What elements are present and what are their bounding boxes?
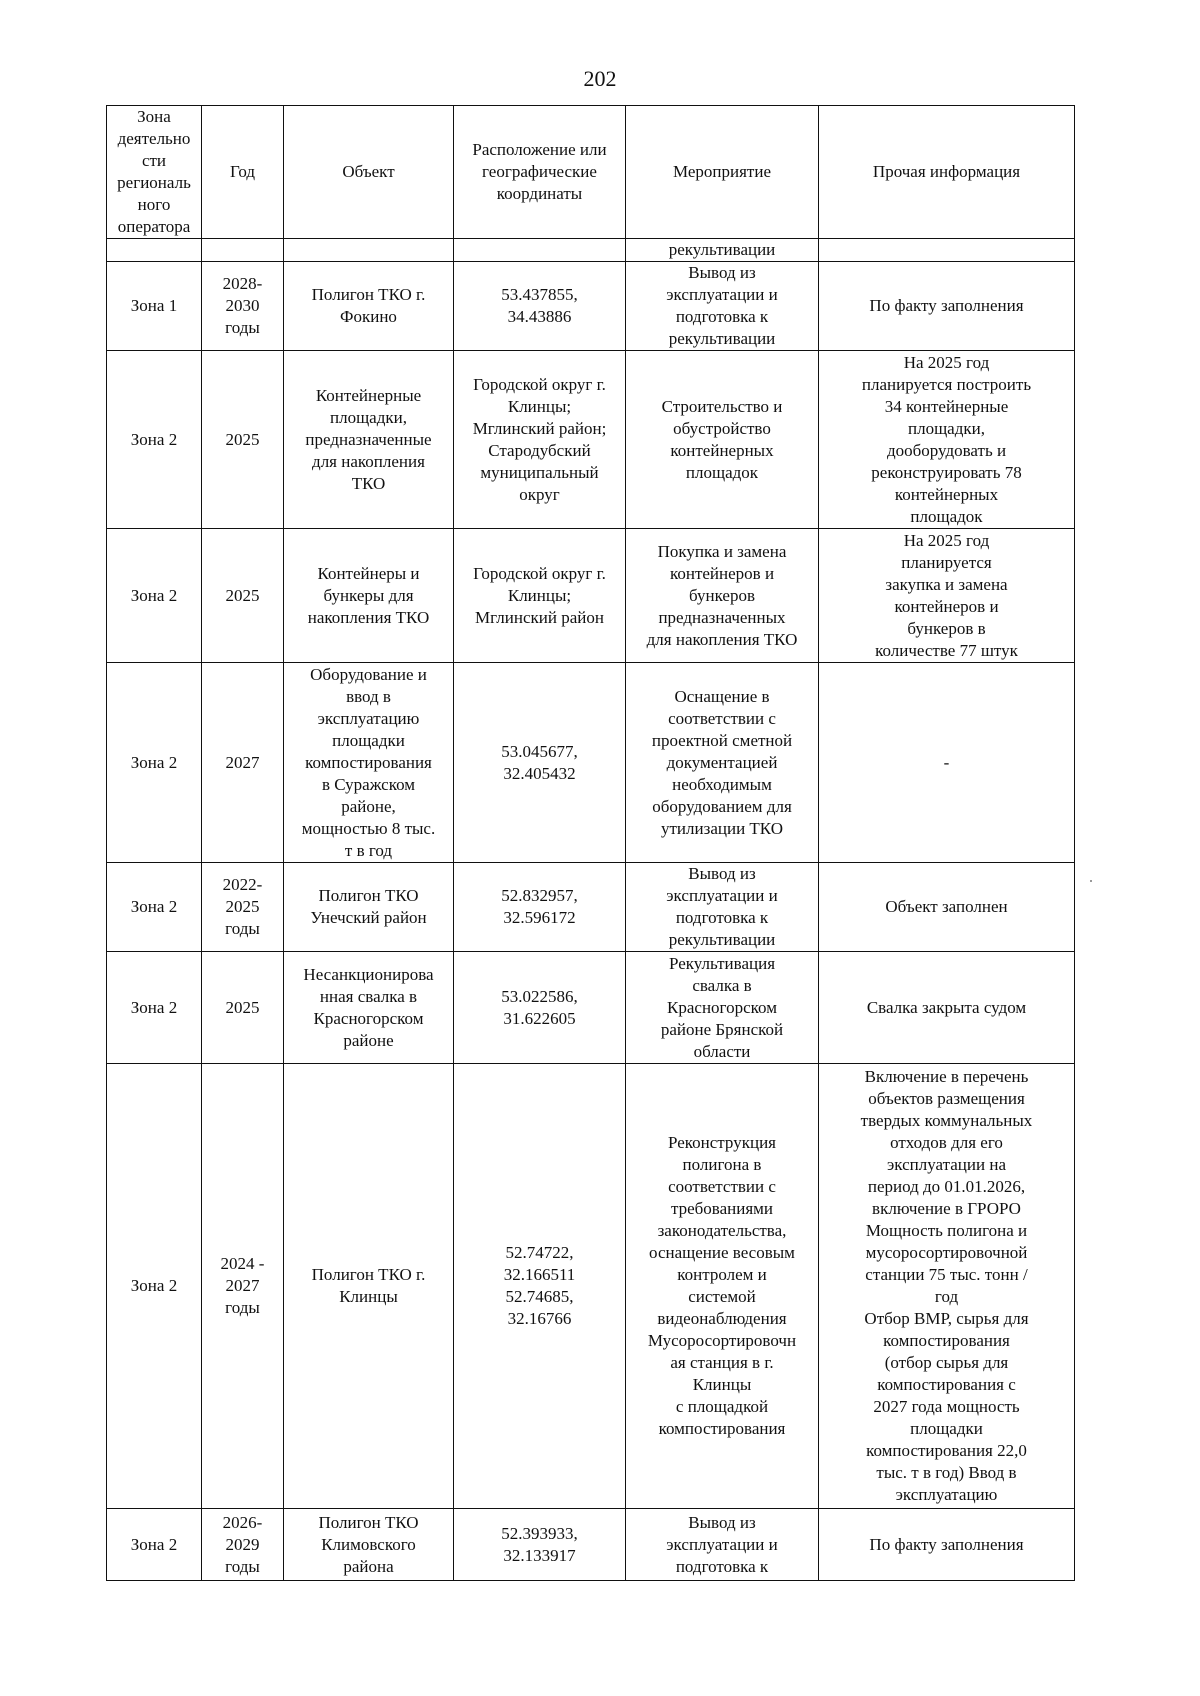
cell-object: Полигон ТКО г. Клинцы: [284, 1064, 454, 1509]
table-row: [107, 663, 1075, 863]
header-measure: Мероприятие: [626, 106, 819, 239]
cell-measure: рекультивации: [626, 239, 819, 262]
header-year: Год: [202, 106, 284, 239]
page-number: 202: [583, 66, 617, 91]
table-row: [107, 1509, 1075, 1581]
table-row: [107, 529, 1075, 663]
cell-year: 2027: [202, 663, 284, 863]
cell-measure: Вывод из эксплуатации и подготовка к рекультивации: [626, 863, 819, 952]
cell-location: 53.437855, 34.43886: [454, 262, 626, 351]
cell-zone: Зона 2: [107, 351, 202, 529]
cell-year: [202, 239, 284, 262]
cell-year: 2028- 2030 годы: [202, 262, 284, 351]
cell-info: Объект заполнен: [819, 863, 1075, 952]
cell-zone: Зона 2: [107, 1509, 202, 1581]
cell-info: [819, 239, 1075, 262]
cell-zone: Зона 2: [107, 863, 202, 952]
table-row: [107, 351, 1075, 529]
cell-object: Полигон ТКО Климовского района: [284, 1509, 454, 1581]
cell-year: 2025: [202, 351, 284, 529]
cell-object: [284, 239, 454, 262]
cell-object: Полигон ТКО г. Фокино: [284, 262, 454, 351]
cell-year: 2025: [202, 952, 284, 1064]
cell-measure: Вывод из эксплуатации и подготовка к: [626, 1509, 819, 1581]
cell-info: На 2025 год планируется закупка и замена контейнеров и бункеров в количестве 77 штук: [819, 529, 1075, 663]
cell-year: 2026- 2029 годы: [202, 1509, 284, 1581]
cell-info: По факту заполнения: [819, 262, 1075, 351]
cell-zone: [107, 239, 202, 262]
regional-operator-table: [106, 105, 1075, 1581]
cell-object: Несанкционирова нная свалка в Красногорском районе: [284, 952, 454, 1064]
cell-location: [454, 239, 626, 262]
table-row: [107, 262, 1075, 351]
cell-location: Городской округ г. Клинцы; Мглинский район: [454, 529, 626, 663]
cell-location: 52.393933, 32.133917: [454, 1509, 626, 1581]
table-row: [107, 952, 1075, 1064]
cell-measure: Строительство и обустройство контейнерных площадок: [626, 351, 819, 529]
cell-object: Оборудование и ввод в эксплуатацию площадки компостирования в Суражском районе, мощностью 8 тыс. т в год: [284, 663, 454, 863]
cell-object: Контейнеры и бункеры для накопления ТКО: [284, 529, 454, 663]
header-info: Прочая информация: [819, 106, 1075, 239]
table-row: [107, 863, 1075, 952]
cell-info: На 2025 год планируется построить 34 контейнерные площадки, дооборудовать и реконструировать 78 контейнерных площадок: [819, 351, 1075, 529]
cell-info: -: [819, 663, 1075, 863]
cell-info: По факту заполнения: [819, 1509, 1075, 1581]
cell-measure: Оснащение в соответствии с проектной сметной документацией необходимым оборудованием для утилизации ТКО: [626, 663, 819, 863]
cell-location: 52.832957, 32.596172: [454, 863, 626, 952]
cell-measure: Реконструкция полигона в соответствии с требованиями законодательства, оснащение весовым контролем и системой видеонаблюдения Мусоросортировочн ая станция в г. Клинцы с площадкой компостирования: [626, 1064, 819, 1509]
cell-measure: Вывод из эксплуатации и подготовка к рекультивации: [626, 262, 819, 351]
table-row: [107, 1064, 1075, 1509]
cell-object: Полигон ТКО Унечский район: [284, 863, 454, 952]
cell-location: 53.022586, 31.622605: [454, 952, 626, 1064]
cell-measure: Покупка и замена контейнеров и бункеров предназначенных для накопления ТКО: [626, 529, 819, 663]
cell-location: Городской округ г. Клинцы; Мглинский район; Стародубский муниципальный округ: [454, 351, 626, 529]
cell-year: 2024 - 2027 годы: [202, 1064, 284, 1509]
cell-measure: Рекультивация свалка в Красногорском районе Брянской области: [626, 952, 819, 1064]
scan-speck: [1090, 880, 1092, 882]
cell-info: Включение в перечень объектов размещения твердых коммунальных отходов для его эксплуатации на период до 01.01.2026, включение в ГРОРО Мощность полигона и мусоросортировочной станции 75 тыс. тонн / год Отбор ВМР, сырья для компостирования (отбор сырья для компостирования с 2027 года мощность площадки компостирования 22,0 тыс. т в год) Ввод в эксплуатацию: [819, 1064, 1075, 1509]
cell-zone: Зона 2: [107, 663, 202, 863]
cell-zone: Зона 2: [107, 952, 202, 1064]
header-object: Объект: [284, 106, 454, 239]
cell-zone: Зона 1: [107, 262, 202, 351]
table-header-row: [107, 106, 1075, 239]
cell-location: 53.045677, 32.405432: [454, 663, 626, 863]
cell-zone: Зона 2: [107, 1064, 202, 1509]
cell-object: Контейнерные площадки, предназначенные для накопления ТКО: [284, 351, 454, 529]
cell-year: 2025: [202, 529, 284, 663]
cell-year: 2022- 2025 годы: [202, 863, 284, 952]
header-location: Расположение или географические координаты: [454, 106, 626, 239]
table-continuation-row: [107, 239, 1075, 262]
header-zone: Зона деятельно сти региональ ного оператора: [107, 106, 202, 239]
cell-info: Свалка закрыта судом: [819, 952, 1075, 1064]
cell-zone: Зона 2: [107, 529, 202, 663]
cell-location: 52.74722, 32.166511 52.74685, 32.16766: [454, 1064, 626, 1509]
